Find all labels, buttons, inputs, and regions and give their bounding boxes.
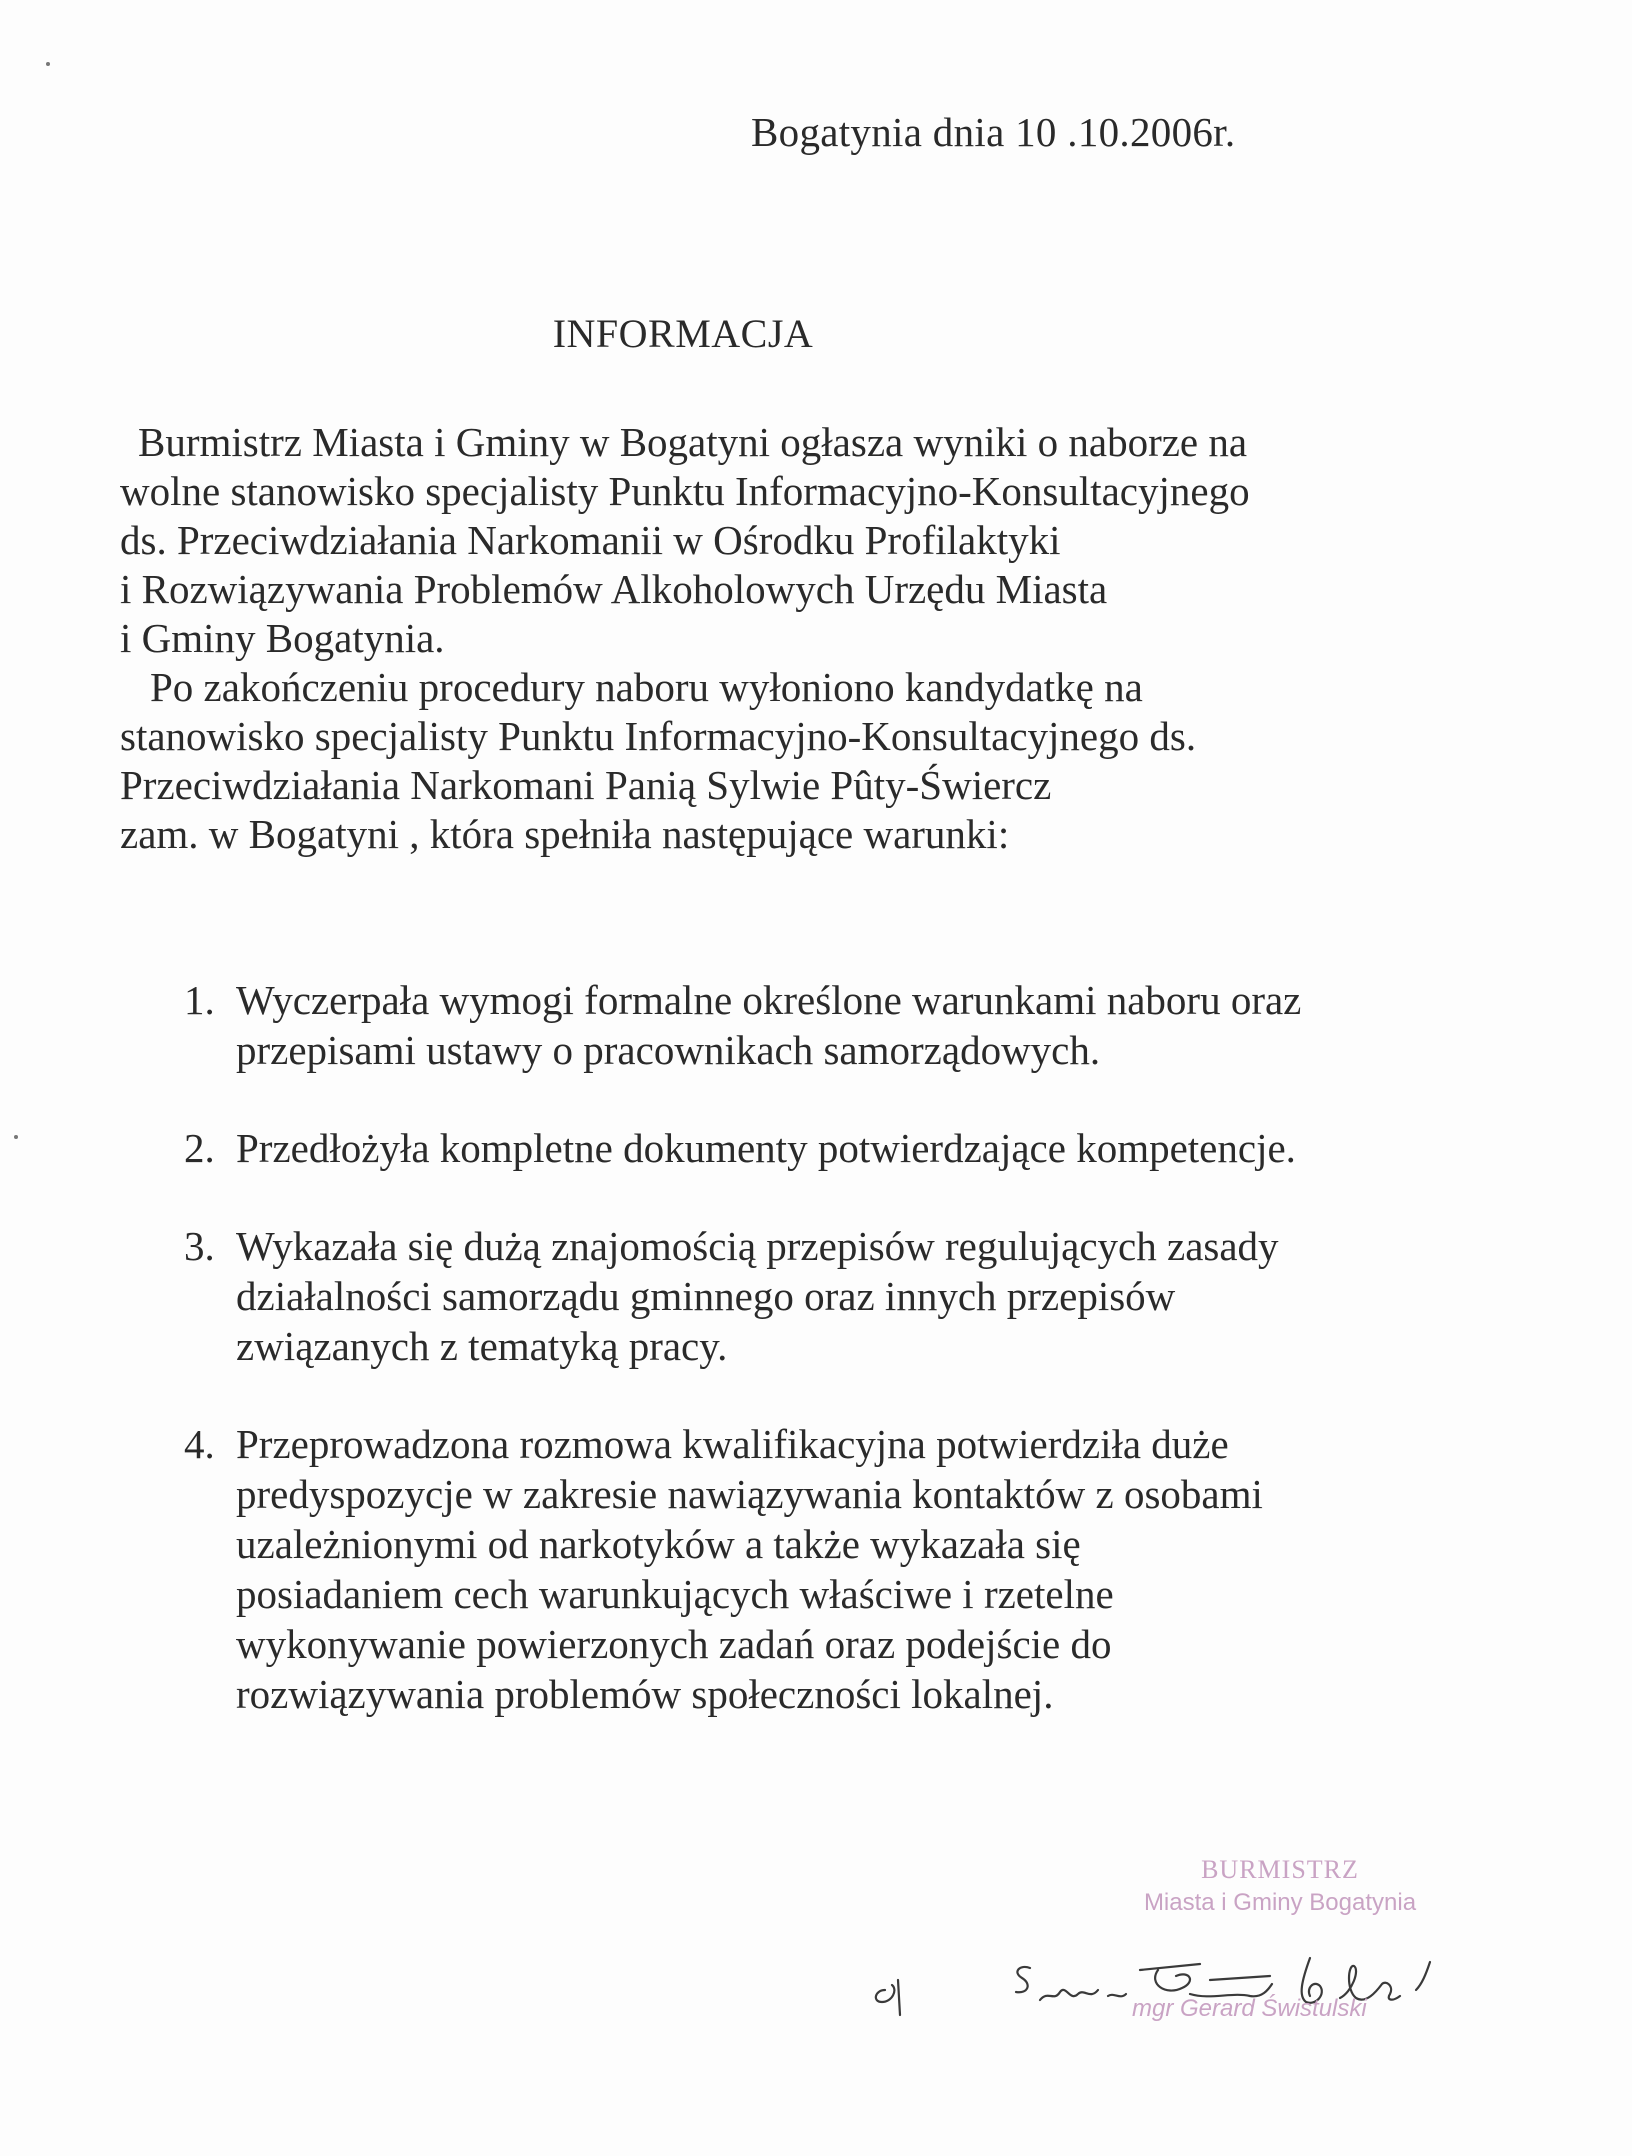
condition-line: posiadaniem cech warunkujących właściwe i rzetelne — [236, 1571, 1114, 1617]
condition-line: Wykazała się dużą znajomością przepisów regulujących zasady — [236, 1223, 1279, 1269]
condition-number: 2. — [184, 1125, 215, 1171]
condition-line: związanych z tematyką pracy. — [236, 1323, 728, 1369]
intro-line: i Rozwiązywania Problemów Alkoholowych Urzędu Miasta — [120, 566, 1108, 612]
condition-line: uzależnionymi od narkotyków a także wykazała się — [236, 1521, 1081, 1567]
condition-item — [180, 975, 1480, 1075]
condition-line: rozwiązywania problemów społeczności lokalnej. — [236, 1671, 1054, 1717]
condition-line: Przeprowadzona rozmowa kwalifikacyjna potwierdziła duże — [236, 1421, 1229, 1467]
signer-name: mgr Gerard Świstulski — [1132, 1995, 1367, 2022]
condition-line: działalności samorządu gminnego oraz innych przepisów — [236, 1273, 1176, 1319]
condition-text — [236, 1419, 1480, 1719]
scan-speck — [14, 1135, 18, 1139]
intro-paragraph — [120, 418, 1438, 859]
stamp-town: Miasta i Gminy Bogatynia — [1143, 1889, 1417, 1916]
intro-line: Burmistrz Miasta i Gminy w Bogatyni ogłasza wyniki o naborze na — [138, 419, 1248, 465]
condition-text — [236, 975, 1480, 1075]
condition-line: Przedłożyła kompletne dokumenty potwierdzające kompetencje. — [236, 1125, 1296, 1171]
condition-line: przepisami ustawy o pracownikach samorządowych. — [236, 1027, 1101, 1073]
intro-line: i Gminy Bogatynia. — [120, 615, 445, 661]
intro-line: ds. Przeciwdziałania Narkomanii w Ośrodku Profilaktyki — [120, 517, 1061, 563]
stamp-office: BURMISTRZ — [1201, 1855, 1359, 1884]
document-title: INFORMACJA — [552, 311, 814, 356]
scan-speck — [46, 62, 50, 66]
condition-line: predyspozycje w zakresie nawiązywania kontaktów z osobami — [236, 1471, 1263, 1517]
condition-item — [180, 1419, 1480, 1719]
official-stamp — [1090, 1855, 1470, 1917]
intro-line: Przeciwdziałania Narkomani Panią Sylwie Pûty-Świercz — [120, 762, 1052, 808]
intro-line: wolne stanowisko specjalisty Punktu Informacyjno-Konsultacyjnego — [120, 468, 1250, 514]
conditions-list — [180, 975, 1480, 1767]
condition-line: wykonywanie powierzonych zadań oraz podejście do — [236, 1621, 1112, 1667]
intro-line: stanowisko specjalisty Punktu Informacyjno-Konsultacyjnego ds. — [120, 713, 1197, 759]
condition-item — [180, 1123, 1480, 1173]
condition-number: 4. — [184, 1421, 215, 1467]
condition-item — [180, 1221, 1480, 1371]
condition-text — [236, 1221, 1480, 1371]
condition-number: 1. — [184, 977, 215, 1023]
document-date: Bogatynia dnia 10 .10.2006r. — [751, 109, 1236, 155]
condition-text — [236, 1123, 1480, 1173]
intro-line: Po zakończeniu procedury naboru wyłoniono kandydatkę na — [150, 664, 1143, 710]
intro-line: zam. w Bogatyni , która spełniła następujące warunki: — [120, 811, 1010, 857]
condition-line: Wyczerpała wymogi formalne określone warunkami naboru oraz — [236, 977, 1302, 1023]
condition-number: 3. — [184, 1223, 215, 1269]
